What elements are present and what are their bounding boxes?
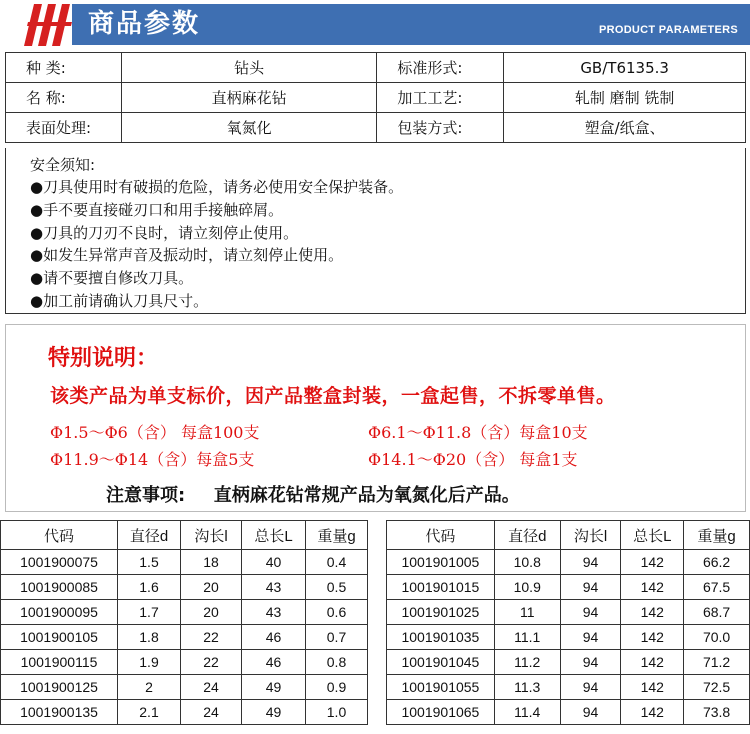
table-row	[1, 600, 368, 625]
table-cell: 11	[494, 600, 560, 625]
params-row	[6, 53, 746, 83]
table-cell: 142	[621, 600, 684, 625]
table-cell: 0.6	[306, 600, 368, 625]
table-cell: 1.8	[118, 625, 181, 650]
table-cell: 73.8	[684, 700, 750, 725]
table-cell: 142	[621, 650, 684, 675]
table-cell: 1001901045	[387, 650, 495, 675]
table-cell: 1.7	[118, 600, 181, 625]
table-cell: 1001900075	[1, 550, 118, 575]
table-cell: 40	[242, 550, 306, 575]
column-header: 总长L	[621, 521, 684, 550]
column-header: 沟长l	[181, 521, 242, 550]
safety-item: ●刀具使用时有破损的危险，请务必使用安全保护装备。	[30, 178, 404, 196]
param-label: 种 类:	[6, 53, 122, 83]
box-spec: Φ14.1～Φ20（含） 每盒1支	[368, 450, 578, 469]
table-cell: 18	[181, 550, 242, 575]
table-row	[387, 550, 750, 575]
param-value: 钻头	[121, 53, 377, 83]
table-cell: 142	[621, 550, 684, 575]
column-header: 沟长l	[560, 521, 621, 550]
spec-table-left	[0, 520, 368, 725]
column-header: 总长L	[242, 521, 306, 550]
table-cell: 11.1	[494, 625, 560, 650]
table-cell: 142	[621, 700, 684, 725]
table-cell: 72.5	[684, 675, 750, 700]
table-cell: 1001900125	[1, 675, 118, 700]
table-cell: 1001901015	[387, 575, 495, 600]
safety-title: 安全须知:	[30, 156, 96, 174]
box-spec: Φ11.9～Φ14（含）每盒5支	[50, 450, 255, 469]
param-label: 标准形式:	[377, 53, 504, 83]
safety-item: ●手不要直接碰刃口和用手接触碎屑。	[30, 200, 284, 219]
table-cell: 24	[181, 700, 242, 725]
table-cell: 94	[560, 625, 621, 650]
table-cell: 1001900135	[1, 700, 118, 725]
safety-item: ●刀具的刀刃不良时，请立刻停止使用。	[30, 223, 299, 242]
table-row	[387, 575, 750, 600]
table-header-row	[1, 521, 368, 550]
table-row	[1, 700, 368, 725]
table-cell: 2	[118, 675, 181, 700]
table-cell: 0.5	[306, 575, 368, 600]
table-cell: 2.1	[118, 700, 181, 725]
table-cell: 1001900105	[1, 625, 118, 650]
safety-notice	[5, 148, 746, 314]
table-row	[1, 625, 368, 650]
table-cell: 11.2	[494, 650, 560, 675]
table-row	[387, 675, 750, 700]
table-row	[387, 700, 750, 725]
param-value: 氧氮化	[121, 113, 377, 143]
column-header: 直径d	[494, 521, 560, 550]
table-cell: 22	[181, 650, 242, 675]
table-cell: 1.5	[118, 550, 181, 575]
param-value: 轧制 磨制 铣制	[504, 83, 746, 113]
table-cell: 0.7	[306, 625, 368, 650]
params-row	[6, 113, 746, 143]
table-cell: 22	[181, 625, 242, 650]
params-row	[6, 83, 746, 113]
special-note	[5, 324, 746, 512]
table-cell: 46	[242, 625, 306, 650]
table-cell: 10.8	[494, 550, 560, 575]
table-cell: 1001901055	[387, 675, 495, 700]
table-cell: 0.4	[306, 550, 368, 575]
note-label: 注意事项:	[106, 485, 186, 506]
note-line	[106, 481, 520, 507]
param-label: 包装方式:	[377, 113, 504, 143]
table-cell: 11.3	[494, 675, 560, 700]
table-cell: 94	[560, 550, 621, 575]
table-cell: 142	[621, 575, 684, 600]
column-header: 重量g	[684, 521, 750, 550]
table-cell: 1001901065	[387, 700, 495, 725]
table-cell: 43	[242, 575, 306, 600]
table-row	[387, 650, 750, 675]
table-cell: 11.4	[494, 700, 560, 725]
param-value: 塑盒/纸盒、	[504, 113, 746, 143]
safety-item: ●请不要擅自修改刀具。	[30, 269, 194, 288]
column-header: 直径d	[118, 521, 181, 550]
params-table	[5, 52, 746, 143]
table-cell: 94	[560, 600, 621, 625]
table-cell: 43	[242, 600, 306, 625]
param-value: GB/T6135.3	[504, 53, 746, 83]
special-heading: 特别说明：	[48, 346, 159, 371]
note-text: 直柄麻花钻常规产品为氧氮化后产品。	[213, 485, 520, 506]
table-cell: 94	[560, 575, 621, 600]
table-row	[1, 575, 368, 600]
table-cell: 71.2	[684, 650, 750, 675]
table-cell: 94	[560, 650, 621, 675]
safety-list	[30, 176, 403, 313]
table-cell: 66.2	[684, 550, 750, 575]
table-row	[1, 650, 368, 675]
table-row	[387, 600, 750, 625]
param-label: 表面处理:	[6, 113, 122, 143]
table-cell: 20	[181, 575, 242, 600]
table-cell: 1.0	[306, 700, 368, 725]
table-cell: 1001901025	[387, 600, 495, 625]
table-row	[387, 625, 750, 650]
special-description: 该类产品为单支标价，因产品整盒封装，一盒起售，不拆零单售。	[50, 385, 616, 407]
header-banner	[0, 0, 750, 48]
box-spec: Φ1.5～Φ6（含） 每盒100支	[50, 423, 260, 442]
table-cell: 0.9	[306, 675, 368, 700]
section-title: 商品参数	[88, 9, 201, 39]
table-cell: 1.6	[118, 575, 181, 600]
table-cell: 1001900085	[1, 575, 118, 600]
table-cell: 94	[560, 675, 621, 700]
param-label: 名 称:	[6, 83, 122, 113]
table-cell: 1001901005	[387, 550, 495, 575]
table-cell: 49	[242, 675, 306, 700]
table-cell: 67.5	[684, 575, 750, 600]
param-value: 直柄麻花钻	[121, 83, 377, 113]
table-cell: 20	[181, 600, 242, 625]
table-cell: 49	[242, 700, 306, 725]
safety-item: ●加工前请确认刀具尺寸。	[30, 291, 209, 310]
brand-stripes-icon	[24, 2, 76, 48]
box-spec: Φ6.1～Φ11.8（含）每盒10支	[368, 423, 588, 442]
table-cell: 46	[242, 650, 306, 675]
table-cell: 1.9	[118, 650, 181, 675]
table-cell: 94	[560, 700, 621, 725]
table-header-row	[387, 521, 750, 550]
table-cell: 1001900095	[1, 600, 118, 625]
section-subtitle: PRODUCT PARAMETERS	[598, 24, 738, 36]
table-cell: 0.8	[306, 650, 368, 675]
table-row	[1, 675, 368, 700]
table-cell: 68.7	[684, 600, 750, 625]
safety-item: ●如发生异常声音及振动时，请立刻停止使用。	[30, 246, 344, 265]
param-label: 加工工艺:	[377, 83, 504, 113]
column-header: 重量g	[306, 521, 368, 550]
column-header: 代码	[387, 521, 495, 550]
table-row	[1, 550, 368, 575]
column-header: 代码	[1, 521, 118, 550]
table-cell: 142	[621, 675, 684, 700]
table-cell: 1001900115	[1, 650, 118, 675]
table-cell: 142	[621, 625, 684, 650]
table-cell: 1001901035	[387, 625, 495, 650]
table-cell: 10.9	[494, 575, 560, 600]
table-cell: 70.0	[684, 625, 750, 650]
table-cell: 24	[181, 675, 242, 700]
spec-table-right	[386, 520, 750, 725]
